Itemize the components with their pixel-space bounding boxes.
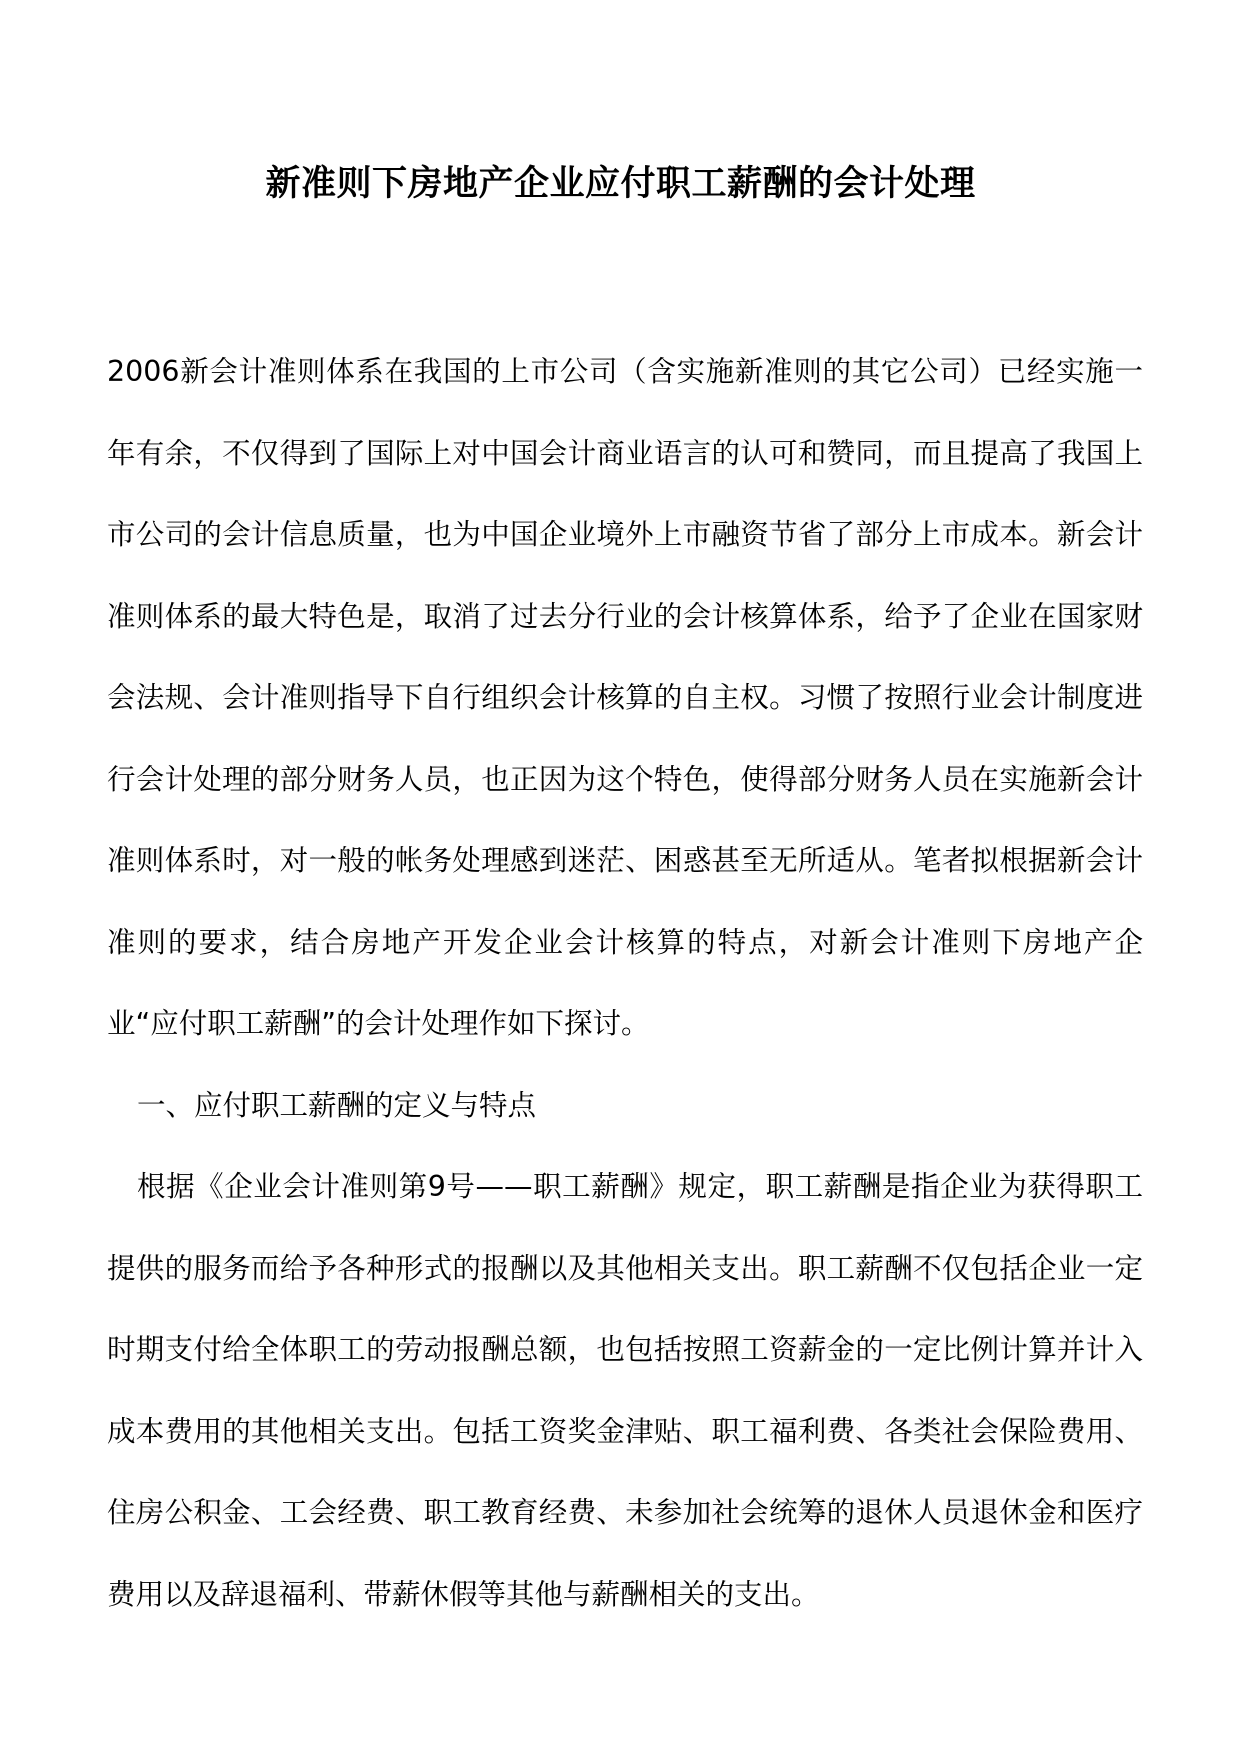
section-heading: 一、应付职工薪酬的定义与特点 <box>137 1089 537 1122</box>
document-title: 新准则下房地产企业应付职工薪酬的会计处理 <box>265 163 976 204</box>
definition-paragraph: 根据《企业会计准则第9号——职工薪酬》规定，职工薪酬是指企业为获得职工提供的服务而给予各种形式的报酬以及其他相关支出。职工薪酬不仅包括企业一定时期支付给全体职工的劳动报酬总额，也包括按照工资薪金的一定比例计算并计入成本费用的其他相关支出。包括工资奖金津贴、职工福利费、各类社会保险费用、住房公积金、工会经费、职工教育经费、未参加社会统筹的退休人员退休金和医疗费用以及辞退福利、带薪休假等其他与薪酬相关的支出。 <box>107 1170 1143 1611</box>
intro-paragraph: 2006新会计准则体系在我国的上市公司（含实施新准则的其它公司）已经实施一年有余，不仅得到了国际上对中国会计商业语言的认可和赞同，而且提高了我国上市公司的会计信息质量，也为中国企业境外上市融资节省了部分上市成本。新会计准则体系的最大特色是，取消了过去分行业的会计核算体系，给予了企业在国家财会法规、会计准则指导下自行组织会计核算的自主权。习惯了按照行业会计制度进行会计处理的部分财务人员，也正因为这个特色，使得部分财务人员在实施新会计准则体系时，对一般的帐务处理感到迷茫、困惑甚至无所适从。笔者拟根据新会计准则的要求，结合房地产开发企业会计核算的特点，对新会计准则下房地产企业“应付职工薪酬”的会计处理作如下探讨。 <box>107 355 1143 1040</box>
